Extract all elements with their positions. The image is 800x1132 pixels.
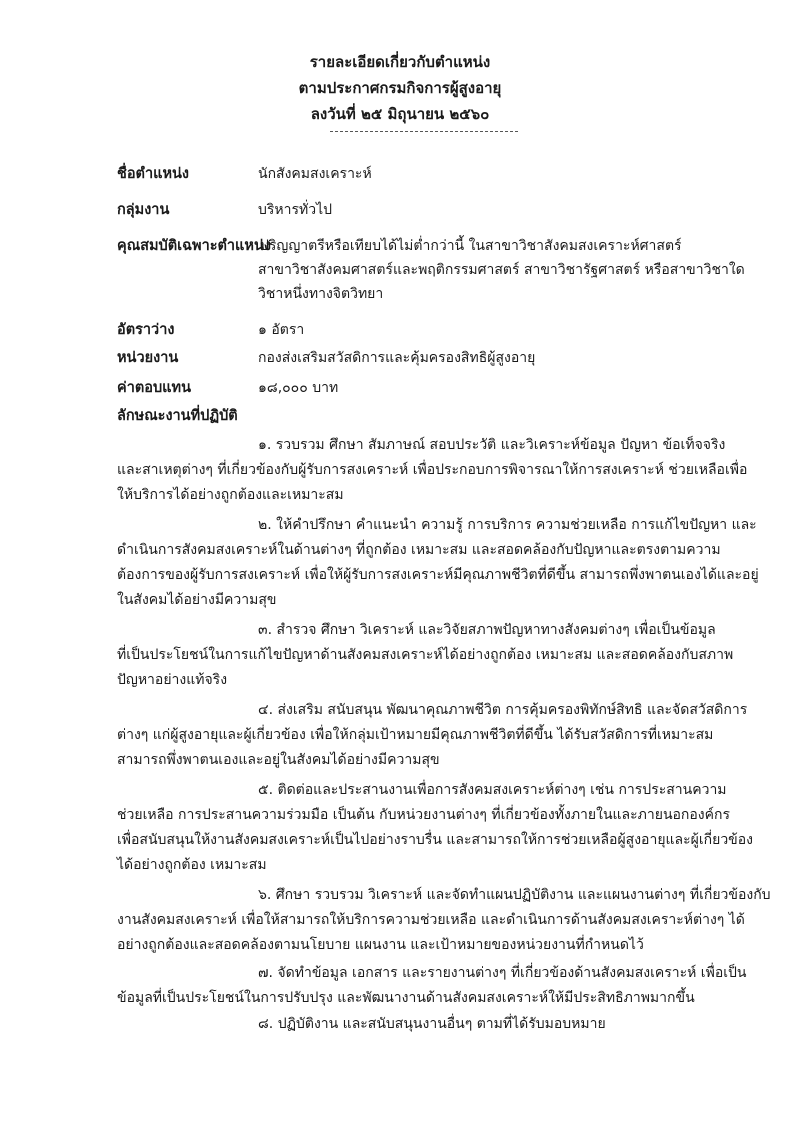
duty-4-line: ต่างๆ แก่ผู้สูงอายุและผู้เกี่ยวข้อง เพื่อให้กลุ่มเป้าหมายมีคุณภาพชีวิตที่ดีขึ้น ได้รับสวัสดิการที่เหมาะสม [117,727,714,743]
qualification-label: คุณสมบัติเฉพาะตำแหน่ง [117,238,271,254]
duty-4-line: ๔. ส่งเสริม สนับสนุน พัฒนาคุณภาพชีวิต การคุ้มครองพิทักษ์สิทธิ และจัดสวัสดิการ [258,702,748,718]
duty-3-line: ๓. สำรวจ ศึกษา วิเคราะห์ และวิจัยสภาพปัญหาทางสังคมต่างๆ เพื่อเป็นข้อมูล [258,622,716,638]
qualification-line: วิชาหนึ่งทางจิตวิทยา [258,286,384,302]
vacancy-value: ๑ อัตรา [258,322,305,338]
duty-2-line: ๒. ให้คำปรึกษา คำแนะนำ ความรู้ การบริการ ความช่วยเหลือ การแก้ไขปัญหา และ [258,517,757,533]
header-date: ลงวันที่ ๒๕ มิถุนายน ๒๕๖๐ [310,105,490,123]
duty-1-line: ให้บริการได้อย่างถูกต้องและเหมาะสม [117,487,344,503]
duties-title: ลักษณะงานที่ปฏิบัติ [117,408,238,424]
duty-1-line: และสาเหตุต่างๆ ที่เกี่ยวข้องกับผู้รับการสงเคราะห์ เพื่อประกอบการพิจารณาให้การสงเคราะห์ ช่วยเหลือเพื่อ [117,462,748,478]
duty-1-line: ๑. รวบรวม ศึกษา สัมภาษณ์ สอบประวัติ และวิเคราะห์ข้อมูล ปัญหา ข้อเท็จจริง [258,437,726,453]
duty-2-line: ต้องการของผู้รับการสงเคราะห์ เพื่อให้ผู้รับการสงเคราะห์มีคุณภาพชีวิตที่ดีขึ้น สามารถพึ่งพาตนเองได้และอยู่ [117,567,759,583]
duty-3-line: ปัญหาอย่างแท้จริง [117,672,228,688]
unit-value: กองส่งเสริมสวัสดิการและคุ้มครองสิทธิผู้สูงอายุ [258,350,536,366]
compensation-value: ๑๘,๐๐๐ บาท [258,380,339,396]
vacancy-label: อัตราว่าง [117,322,175,338]
position-name-value: นักสังคมสงเคราะห์ [258,166,372,182]
header-title: รายละเอียดเกี่ยวกับตำแหน่ง [309,53,491,71]
duty-6-line: ๖. ศึกษา รวบรวม วิเคราะห์ และจัดทำแผนปฏิบัติงาน และแผนงานต่างๆ ที่เกี่ยวข้องกับ [258,887,771,903]
work-group-value: บริหารทั่วไป [258,202,333,218]
duty-2-line: ในสังคมได้อย่างมีความสุข [117,592,277,608]
compensation-label: ค่าตอบแทน [117,380,191,396]
duty-7-line: ข้อมูลที่เป็นประโยชน์ในการปรับปรุง และพัฒนางานด้านสังคมสงเคราะห์ให้มีประสิทธิภาพมากขึ้น [117,990,695,1006]
duty-2-line: ดำเนินการสังคมสงเคราะห์ในด้านต่างๆ ที่ถูกต้อง เหมาะสม และสอดคล้องกับปัญหาและตรงตามความ [117,542,721,558]
qualification-line: สาขาวิชาสังคมศาสตร์และพฤติกรรมศาสตร์ สาขาวิชารัฐศาสตร์ หรือสาขาวิชาใด [258,262,745,278]
duty-5-line: ช่วยเหลือ การประสานความร่วมมือ เป็นต้น กับหน่วยงานต่างๆ ที่เกี่ยวข้องทั้งภายในและภายนอกองค์กร [117,807,731,823]
duty-5-line: ได้อย่างถูกต้อง เหมาะสม [117,857,267,873]
position-name-label: ชื่อตำแหน่ง [117,166,190,182]
work-group-label: กลุ่มงาน [117,202,170,218]
duty-5-line: เพื่อสนับสนุนให้งานสังคมสงเคราะห์เป็นไปอย่างราบรื่น และสามารถให้การช่วยเหลือผู้สูงอายุและผู้เกี่ยวข้อง [117,832,753,848]
duty-6-line: งานสังคมสงเคราะห์ เพื่อให้สามารถให้บริการความช่วยเหลือ และดำเนินการด้านสังคมสงเคราะห์ต่างๆ ได้ [117,912,745,928]
duty-6-line: อย่างถูกต้องและสอดคล้องตามนโยบาย แผนงาน และเป้าหมายของหน่วยงานที่กำหนดไว้ [117,937,644,953]
duty-4-line: สามารถพึ่งพาตนเองและอยู่ในสังคมได้อย่างมีความสุข [117,752,440,768]
duty-8-line: ๘. ปฏิบัติงาน และสนับสนุนงานอื่นๆ ตามที่ได้รับมอบหมาย [258,1016,606,1032]
qualification-line: ปริญญาตรีหรือเทียบได้ไม่ต่ำกว่านี้ ในสาขาวิชาสังคมสงเคราะห์ศาสตร์ [260,238,682,254]
unit-label: หน่วยงาน [117,350,179,366]
duty-3-line: ที่เป็นประโยชน์ในการแก้ไขปัญหาด้านสังคมสงเคราะห์ได้อย่างถูกต้อง เหมาะสม และสอดคล้องกับสภาพ [117,647,734,663]
duty-7-line: ๗. จัดทำข้อมูล เอกสาร และรายงานต่างๆ ที่เกี่ยวข้องด้านสังคมสงเคราะห์ เพื่อเป็น [258,965,747,981]
duty-5-line: ๕. ติดต่อและประสานงานเพื่อการสังคมสงเคราะห์ต่างๆ เช่น การประสานความ [258,782,727,798]
header-divider [330,131,518,132]
header-announcement: ตามประกาศกรมกิจการผู้สูงอายุ [298,79,502,97]
